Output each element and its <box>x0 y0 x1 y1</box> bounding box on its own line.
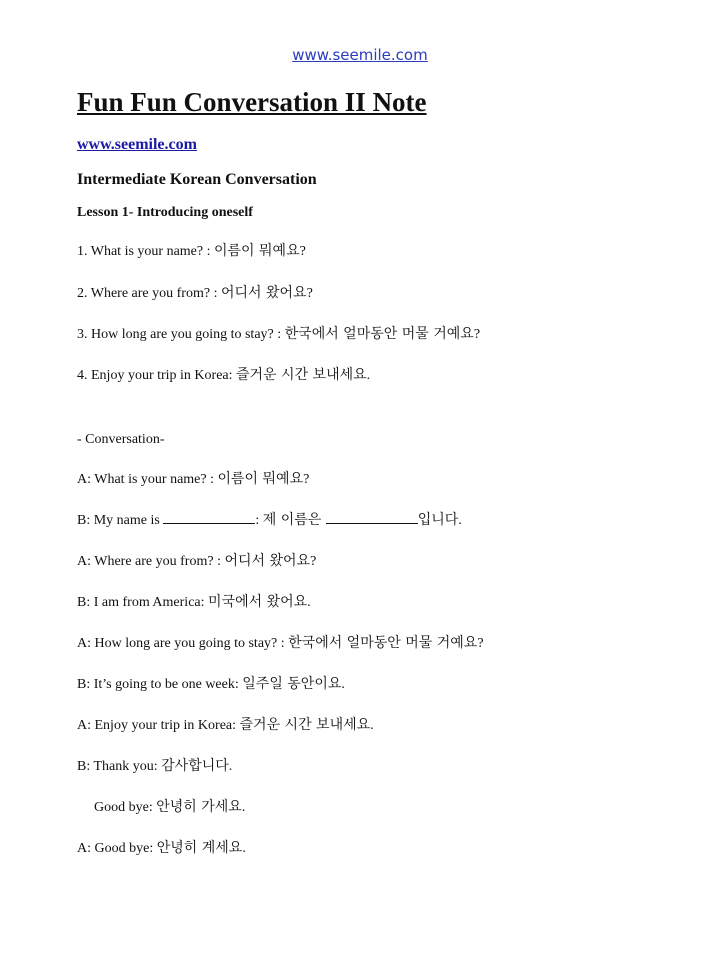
dialogue-punctuation: . <box>370 718 374 733</box>
dialogue-english: A: How long are you going to stay? : <box>77 636 289 651</box>
phrase-punctuation: ? <box>473 327 481 342</box>
site-link[interactable]: www.seemile.com <box>77 136 197 153</box>
dialogue-line <box>77 550 316 570</box>
conversation-heading: - Conversation- <box>77 432 165 447</box>
phrase-english: 3. How long are you going to stay? : <box>77 327 285 342</box>
dialogue-line <box>77 632 484 652</box>
dialogue-korean: 한국에서 얼마동안 머물 거예요 <box>288 635 478 651</box>
dialogue-line <box>77 755 232 775</box>
dialogue-english: Good bye: <box>94 800 157 815</box>
name-blank-english[interactable] <box>163 511 255 524</box>
dialogue-korean: 감사합니다 <box>161 758 229 774</box>
phrase-item <box>77 323 480 343</box>
dialogue-punctuation: . <box>241 800 246 815</box>
dialogue-punctuation: ? <box>310 554 317 569</box>
dialogue-line <box>77 591 311 611</box>
dialogue-separator: : <box>255 513 263 528</box>
dialogue-line <box>77 837 246 857</box>
dialogue-korean: 즐거운 시간 보내세요 <box>239 717 371 733</box>
header-url-link[interactable]: www.seemile.com <box>292 46 428 64</box>
dialogue-english: A: Good bye: <box>77 841 157 856</box>
dialogue-punctuation: . <box>242 841 246 856</box>
dialogue-line <box>77 673 345 693</box>
dialogue-korean: 제 이름은 <box>262 512 326 528</box>
phrase-punctuation: ? <box>306 286 313 301</box>
dialogue-korean: 미국에서 왔어요 <box>208 594 308 610</box>
dialogue-korean: 안녕히 가세요 <box>156 799 242 815</box>
dialogue-punctuation: ? <box>303 472 310 487</box>
dialogue-line <box>77 468 309 488</box>
phrase-english: 1. What is your name? : <box>77 244 214 259</box>
phrase-english: 4. Enjoy your trip in Korea: <box>77 368 237 383</box>
phrase-punctuation: ? <box>299 244 306 259</box>
lesson-heading: Lesson 1- Introducing oneself <box>77 205 253 220</box>
dialogue-punctuation: . <box>341 677 345 692</box>
dialogue-english: B: I am from America: <box>77 595 209 610</box>
dialogue-english: B: Thank you: <box>77 759 162 774</box>
phrase-item <box>77 282 313 302</box>
document-title: Fun Fun Conversation II Note <box>77 87 427 117</box>
dialogue-korean: 일주일 동안이요 <box>242 676 342 692</box>
course-subtitle: Intermediate Korean Conversation <box>77 171 317 188</box>
dialogue-english: B: My name is <box>77 513 164 528</box>
dialogue-english: A: Enjoy your trip in Korea: <box>77 718 240 733</box>
phrase-korean: 어디서 왔어요 <box>220 285 307 301</box>
phrase-korean: 한국에서 얼마동안 머물 거예요 <box>284 326 474 342</box>
dialogue-punctuation: . <box>307 595 311 610</box>
phrase-item <box>77 240 306 260</box>
dialogue-punctuation: ? <box>477 636 484 651</box>
phrase-english: 2. Where are you from? : <box>77 286 221 301</box>
phrase-korean: 즐거운 시간 보내세요 <box>236 367 367 383</box>
dialogue-punctuation: . <box>458 513 462 528</box>
phrase-item <box>77 364 370 384</box>
dialogue-english: B: It’s going to be one week: <box>77 677 243 692</box>
dialogue-korean: 어디서 왔어요 <box>224 553 311 569</box>
dialogue-line <box>94 796 245 816</box>
dialogue-punctuation: . <box>228 759 233 774</box>
dialogue-korean: 안녕히 계세요 <box>156 840 243 856</box>
phrase-punctuation: . <box>366 368 371 383</box>
dialogue-korean-ending: 입니다 <box>417 512 459 528</box>
dialogue-korean: 이름이 뭐예요 <box>217 471 304 487</box>
name-blank-korean[interactable] <box>326 511 418 524</box>
dialogue-english: A: What is your name? : <box>77 472 218 487</box>
dialogue-line <box>77 509 462 529</box>
phrase-korean: 이름이 뭐예요 <box>214 243 300 259</box>
dialogue-line <box>77 714 374 734</box>
dialogue-english: A: Where are you from? : <box>77 554 225 569</box>
